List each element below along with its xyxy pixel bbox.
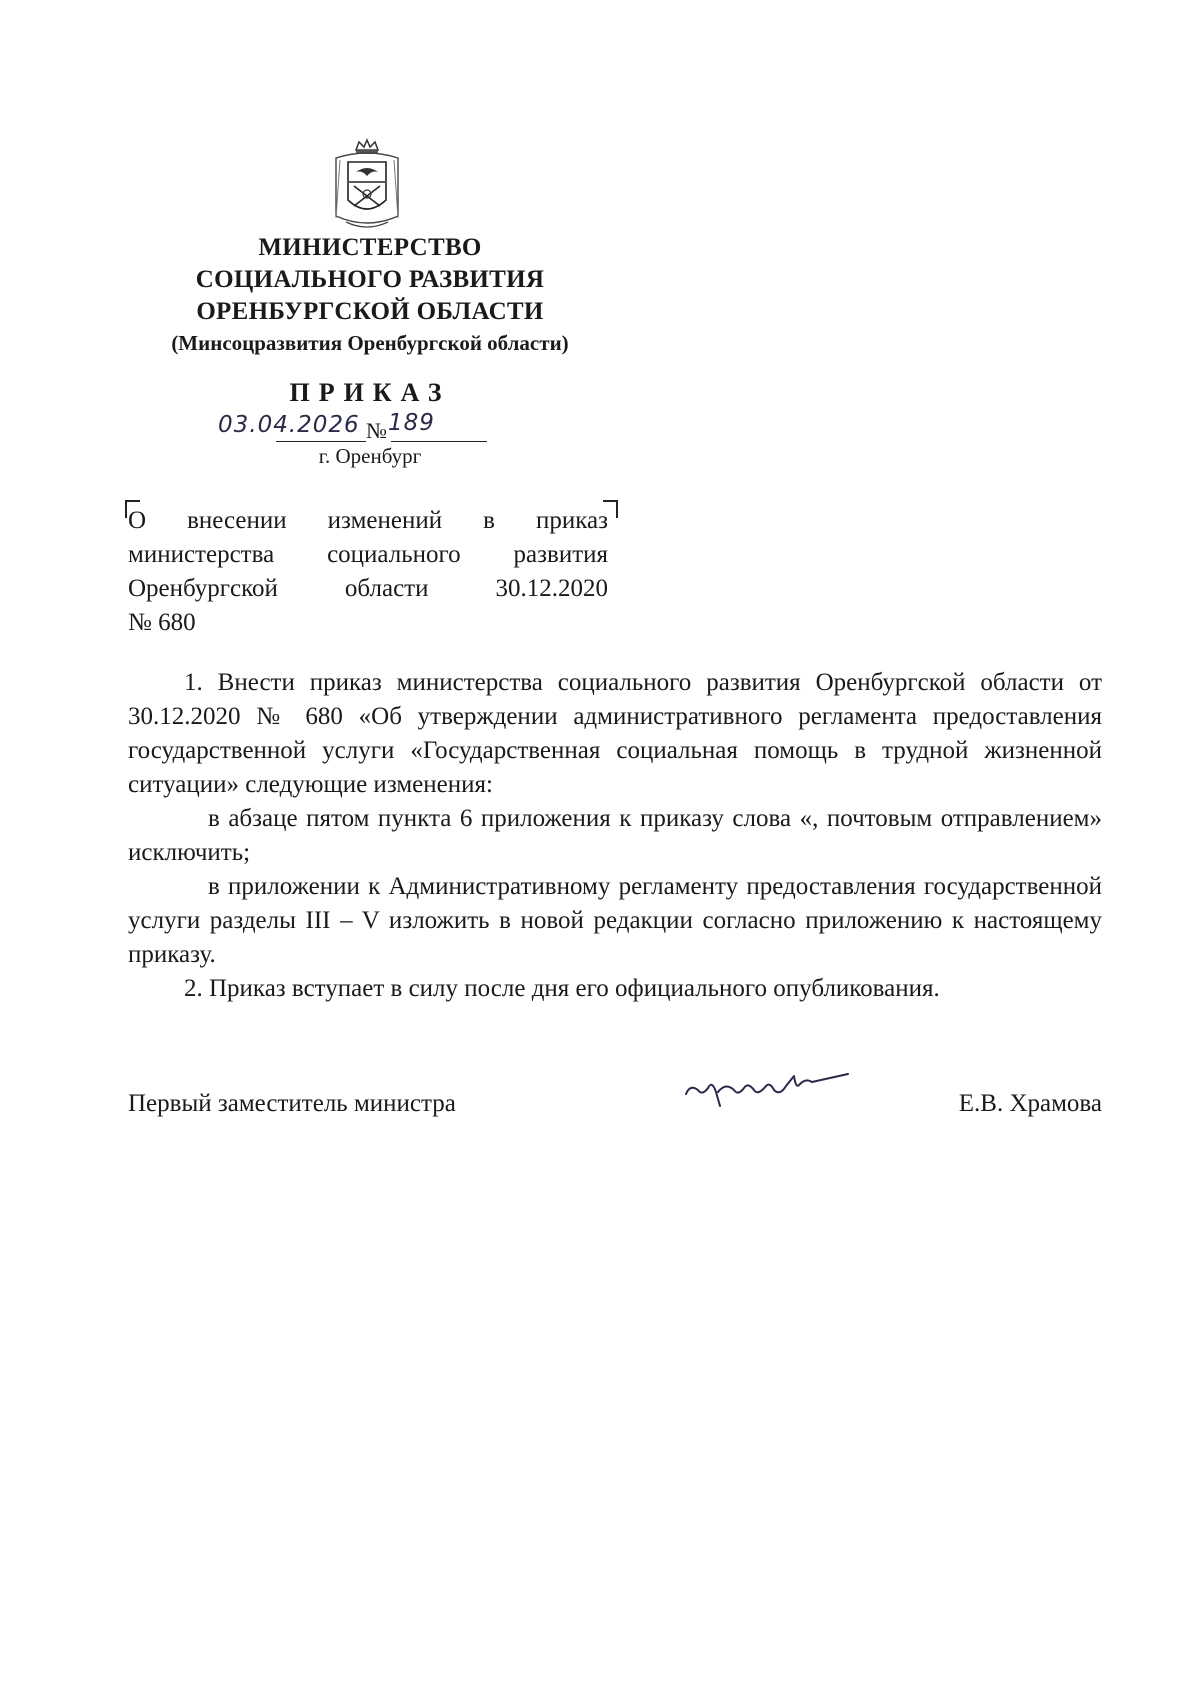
body-paragraph: в приложении к Административному регламенту предоставления государственной услуги разделы III – V изложить в новой редакции согласно приложению к настоящему приказу. [128,873,1102,968]
subject-line: О внесении изменений в приказ [128,507,608,534]
order-date: 03.04.2026 [218,412,360,438]
order-date-number [210,410,510,444]
date-underline [276,441,366,442]
subject-line: министерства социального развития [128,541,608,568]
signatory-name: Е.В. Храмова [958,1090,1102,1117]
handwritten-signature [676,1062,866,1112]
number-underline [391,441,487,442]
order-subject [128,504,608,640]
ministry-abbreviation: (Минсоцразвития Оренбургской области) [171,331,569,355]
ministry-header [120,232,620,358]
coat-of-arms-emblem [326,138,408,234]
body-paragraph: 2. Приказ вступает в силу после дня его официального опубликования. [184,975,940,1002]
ministry-name-line-1: МИНИСТЕРСТВО [258,234,482,261]
body-paragraph: 1. Внести приказ министерства социального развития Оренбургской области от 30.12.2020 № 680 «Об утверждении административного регламента предоставления государственной услуги «Государственная социальная помощь в трудной жизненной ситуации» следующие изменения: [128,669,1102,798]
order-city: г. Оренбург [318,444,422,468]
subject-line: Оренбургской области 30.12.2020 [128,575,608,602]
order-title: ПРИКАЗ [289,378,451,407]
signatory-position: Первый заместитель министра [128,1090,456,1117]
ministry-name-line-3: ОРЕНБУРГСКОЙ ОБЛАСТИ [196,298,544,325]
order-number: 189 [388,410,435,436]
number-sign: № [366,418,387,443]
order-body [128,666,1102,1006]
ministry-name-line-2: СОЦИАЛЬНОГО РАЗВИТИЯ [195,266,545,293]
subject-line: № 680 [128,609,196,636]
body-paragraph: в абзаце пятом пункта 6 приложения к приказу слова «, почтовым отправлением» исключить; [128,805,1102,866]
